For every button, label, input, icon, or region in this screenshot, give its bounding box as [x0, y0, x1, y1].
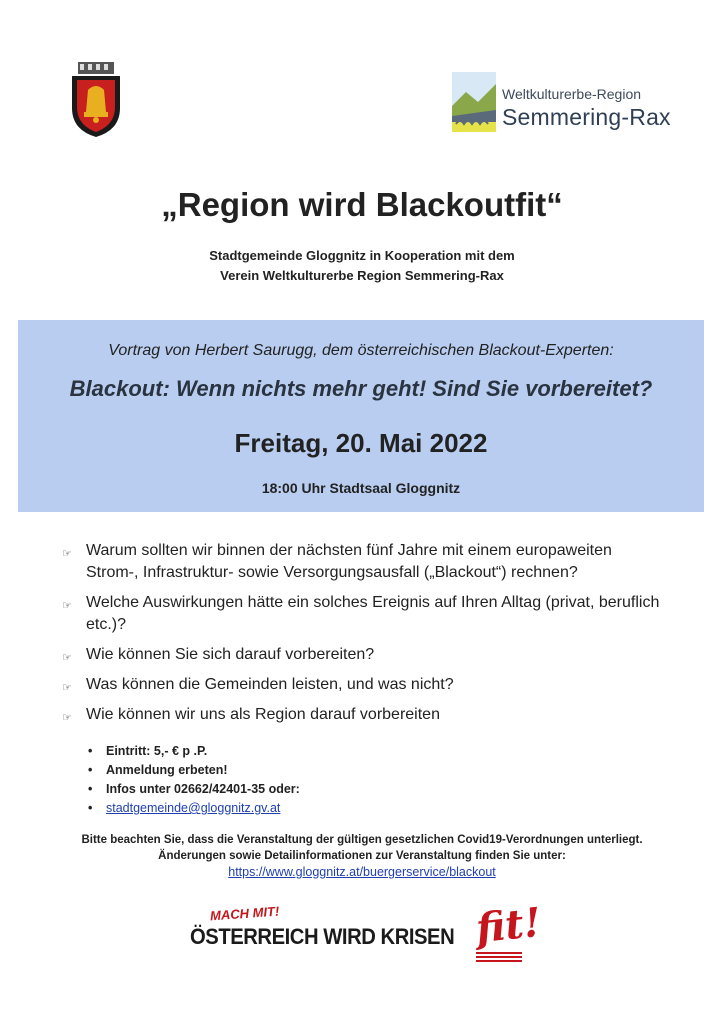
- region-logo-line2: Semmering-Rax: [502, 104, 671, 130]
- welterbe-region-logo: [452, 72, 671, 134]
- bullet-icon: •: [88, 801, 93, 815]
- event-banner: [18, 320, 704, 512]
- fit-text: fit!: [473, 898, 544, 953]
- notice-line1: Bitte beachten Sie, dass die Veranstaltung der gültigen gesetzlichen Covid19-Verordnungen unterliegt.: [81, 834, 643, 846]
- pointing-hand-icon: ☞: [62, 600, 72, 612]
- contact-phone: • Infos unter 02662/42401-35 oder:: [88, 780, 488, 799]
- campaign-main-text: ÖSTERREICH WIRD KRISEN: [190, 924, 455, 949]
- banner-headline: Blackout: Wenn nichts mehr geht! Sind Sie vorbereitet?: [69, 376, 653, 401]
- event-time-location: 18:00 Uhr Stadtsaal Gloggnitz: [261, 480, 461, 496]
- semmering-landscape-icon: [452, 72, 496, 132]
- event-date: Freitag, 20. Mai 2022: [234, 428, 488, 458]
- list-item: ☞ Warum sollten wir binnen der nächsten fünf Jahre mit einem europaweiten Strom-, Infrastruktur- sowie Versorgungsausfall („Blackout“) rechnen?: [62, 542, 612, 581]
- region-logo-line1: Weltkulturerbe-Region: [502, 86, 642, 102]
- bullet-icon: •: [88, 744, 93, 758]
- list-item: ☞ Wie können Sie sich darauf vorbereiten?: [62, 644, 662, 666]
- banner-intro: Vortrag von Herbert Saurugg, dem österreichischen Blackout-Experten:: [108, 342, 614, 359]
- bullet-icon: •: [88, 763, 93, 777]
- campaign-logo: [190, 898, 544, 970]
- covid-notice: [0, 832, 724, 881]
- pointing-hand-icon: ☞: [62, 712, 72, 724]
- question-list: [62, 540, 662, 734]
- contact-email-item: [88, 799, 488, 818]
- pointing-hand-icon: ☞: [62, 548, 72, 560]
- entry-fee: • Eintritt: 5,- € p .P.: [88, 742, 488, 761]
- gloggnitz-coat-of-arms-icon: [68, 60, 124, 138]
- fit-underline-icon: [476, 952, 522, 964]
- list-item: ☞ Was können die Gemeinden leisten, und was nicht?: [62, 674, 662, 696]
- pointing-hand-icon: ☞: [62, 682, 72, 694]
- page-title: „Region wird Blackoutfit“: [161, 186, 563, 223]
- subtitle: [0, 246, 724, 286]
- subtitle-line: Verein Weltkulturerbe Region Semmering-Rax: [220, 268, 504, 283]
- details-link[interactable]: https://www.gloggnitz.at/buergerservice/blackout: [228, 865, 496, 879]
- list-item: ☞ Welche Auswirkungen hätte ein solches Ereignis auf Ihren Alltag (privat, beruflich etc.)?: [62, 594, 660, 633]
- registration-note: • Anmeldung erbeten!: [88, 761, 488, 780]
- list-item: ☞ Wie können wir uns als Region darauf vorbereiten: [62, 704, 662, 726]
- subtitle-line: Stadtgemeinde Gloggnitz in Kooperation mit dem: [209, 248, 515, 263]
- bullet-icon: •: [88, 782, 93, 796]
- pointing-hand-icon: ☞: [62, 652, 72, 664]
- email-link[interactable]: stadtgemeinde@gloggnitz.gv.at: [106, 801, 281, 815]
- notice-line2: Änderungen sowie Detailinformationen zur Veranstaltung finden Sie unter:: [158, 850, 566, 862]
- mach-mit-text: MACH MIT!: [209, 903, 280, 924]
- info-list: [88, 742, 488, 818]
